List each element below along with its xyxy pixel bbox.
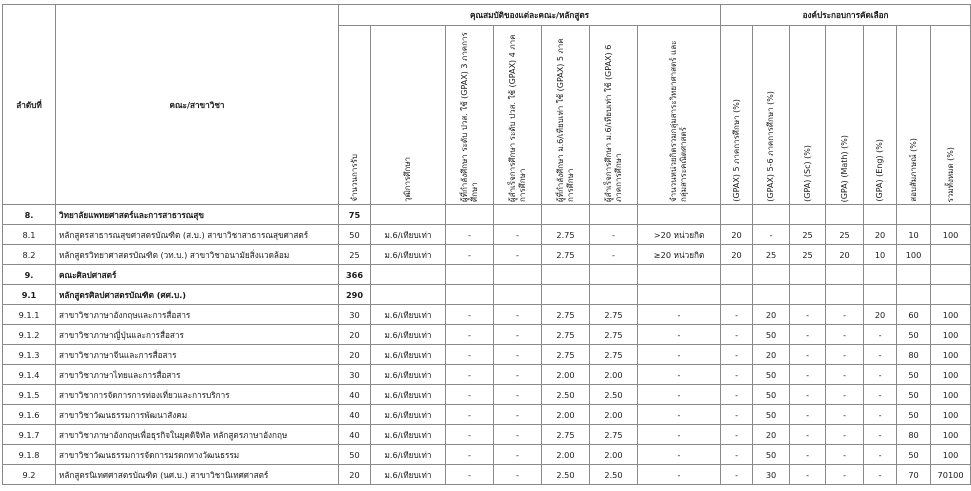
- table-cell: 100: [931, 385, 971, 405]
- table-cell: [542, 285, 590, 305]
- header-total: รวมทั้งหมด (%): [931, 26, 971, 205]
- table-cell: 2.00: [542, 365, 590, 385]
- table-cell: -: [590, 225, 638, 245]
- table-cell: -: [638, 325, 721, 345]
- table-cell: [721, 285, 753, 305]
- header-components-group: องค์ประกอบการคัดเลือก: [721, 5, 971, 26]
- table-cell: ม.6/เทียบเท่า: [371, 445, 446, 465]
- table-row: [3, 445, 971, 465]
- table-cell: [826, 205, 864, 225]
- table-cell: -: [864, 405, 897, 425]
- table-cell: -: [790, 325, 826, 345]
- table-cell: 2.75: [590, 325, 638, 345]
- table-cell: 290: [339, 285, 371, 305]
- table-cell: [542, 205, 590, 225]
- table-cell: -: [790, 345, 826, 365]
- header-row-groups: [3, 5, 971, 26]
- table-cell: [638, 265, 721, 285]
- table-cell: [864, 265, 897, 285]
- table-cell: [371, 205, 446, 225]
- row-faculty-name: หลักสูตรสาธารณสุขศาสตรบัณฑิต (ส.บ.) สาขาวิชาสาธารณสุขศาสตร์: [56, 225, 339, 245]
- table-cell: [721, 205, 753, 225]
- table-cell: [590, 285, 638, 305]
- table-cell: ม.6/เทียบเท่า: [371, 365, 446, 385]
- table-cell: 40: [339, 385, 371, 405]
- table-cell: 2.75: [542, 325, 590, 345]
- table-cell: [753, 205, 790, 225]
- row-seq: 9.1.1: [3, 305, 56, 325]
- table-cell: -: [638, 465, 721, 485]
- table-cell: -: [494, 385, 542, 405]
- row-seq: 9.1.2: [3, 325, 56, 345]
- table-cell: 100: [931, 365, 971, 385]
- header-seq: ลำดับที่: [3, 5, 56, 205]
- table-cell: [931, 265, 971, 285]
- table-cell: -: [826, 425, 864, 445]
- table-row: [3, 285, 971, 305]
- row-seq: 9.1.6: [3, 405, 56, 425]
- row-seq: 8.2: [3, 245, 56, 265]
- row-faculty-name: สาขาวิชาภาษาอังกฤษและการสื่อสาร: [56, 305, 339, 325]
- table-cell: 100: [931, 325, 971, 345]
- table-cell: [897, 265, 931, 285]
- table-cell: ม.6/เทียบเท่า: [371, 405, 446, 425]
- table-cell: -: [446, 245, 494, 265]
- table-cell: [542, 265, 590, 285]
- table-cell: 50: [753, 385, 790, 405]
- table-cell: 50: [753, 365, 790, 385]
- table-cell: -: [494, 245, 542, 265]
- table-cell: -: [790, 385, 826, 405]
- table-cell: 50: [897, 405, 931, 425]
- table-cell: -: [446, 405, 494, 425]
- table-row: [3, 465, 971, 485]
- table-cell: -: [638, 345, 721, 365]
- row-faculty-name: สาขาวิชาภาษาอังกฤษเพื่อธุรกิจในยุคดิจิทัล หลักสูตรภาษาอังกฤษ: [56, 425, 339, 445]
- row-seq: 9.1: [3, 285, 56, 305]
- table-cell: 2.00: [590, 445, 638, 465]
- table-cell: [753, 265, 790, 285]
- table-cell: [638, 205, 721, 225]
- table-cell: 2.50: [590, 385, 638, 405]
- table-cell: [864, 205, 897, 225]
- table-cell: 100: [931, 405, 971, 425]
- table-row: [3, 425, 971, 445]
- table-cell: 50: [897, 325, 931, 345]
- table-cell: -: [826, 365, 864, 385]
- table-cell: ม.6/เทียบเท่า: [371, 225, 446, 245]
- table-cell: 2.50: [542, 465, 590, 485]
- table-cell: 2.75: [542, 245, 590, 265]
- table-cell: 25: [826, 225, 864, 245]
- table-cell: 75: [339, 205, 371, 225]
- row-seq: 8.: [3, 205, 56, 225]
- header-faculty: คณะ/สาขาวิชา: [56, 5, 339, 205]
- header-q3: ผู้ที่กำลังศึกษา ม.6/เทียบเท่า ใช้ (GPAX) 5 ภาคการศึกษา: [542, 26, 590, 205]
- table-cell: 2.00: [590, 405, 638, 425]
- table-cell: 2.75: [590, 305, 638, 325]
- row-seq: 9.: [3, 265, 56, 285]
- table-cell: 2.00: [590, 365, 638, 385]
- table-cell: -: [864, 365, 897, 385]
- table-cell: -: [790, 365, 826, 385]
- table-cell: 80: [897, 425, 931, 445]
- table-cell: [897, 285, 931, 305]
- table-cell: -: [638, 405, 721, 425]
- table-cell: ม.6/เทียบเท่า: [371, 425, 446, 445]
- table-cell: [446, 205, 494, 225]
- table-cell: -: [790, 405, 826, 425]
- table-cell: ≥20 หน่วยกิต: [638, 245, 721, 265]
- table-cell: [931, 205, 971, 225]
- table-cell: [494, 205, 542, 225]
- table-cell: 50: [339, 225, 371, 245]
- table-row: [3, 325, 971, 345]
- table-cell: 2.75: [542, 225, 590, 245]
- table-cell: 20: [721, 245, 753, 265]
- table-cell: 60: [897, 305, 931, 325]
- admission-table: [2, 4, 971, 485]
- table-cell: -: [494, 305, 542, 325]
- table-cell: [826, 265, 864, 285]
- table-cell: 2.75: [542, 345, 590, 365]
- row-seq: 9.2: [3, 465, 56, 485]
- table-cell: 20: [826, 245, 864, 265]
- table-cell: -: [446, 385, 494, 405]
- table-cell: 2.75: [542, 425, 590, 445]
- row-seq: 9.1.3: [3, 345, 56, 365]
- table-cell: -: [826, 445, 864, 465]
- table-cell: 25: [753, 245, 790, 265]
- row-faculty-name: คณะศิลปศาสตร์: [56, 265, 339, 285]
- table-cell: ม.6/เทียบเท่า: [371, 465, 446, 485]
- table-cell: 100: [931, 305, 971, 325]
- table-row: [3, 265, 971, 285]
- table-cell: [494, 265, 542, 285]
- table-cell: ม.6/เทียบเท่า: [371, 345, 446, 365]
- table-cell: [446, 265, 494, 285]
- table-cell: -: [864, 465, 897, 485]
- table-cell: [371, 265, 446, 285]
- table-cell: 10: [864, 245, 897, 265]
- table-cell: 100: [897, 245, 931, 265]
- table-cell: 50: [753, 445, 790, 465]
- table-cell: -: [864, 345, 897, 365]
- table-cell: -: [494, 345, 542, 365]
- row-seq: 9.1.4: [3, 365, 56, 385]
- table-cell: 50: [753, 405, 790, 425]
- table-cell: 50: [897, 445, 931, 465]
- table-cell: [826, 285, 864, 305]
- table-cell: 70100: [931, 465, 971, 485]
- row-faculty-name: สาขาวิชาวัฒนธรรมการจัดการมรดกทางวัฒนธรรม: [56, 445, 339, 465]
- table-row: [3, 245, 971, 265]
- table-cell: -: [638, 385, 721, 405]
- table-cell: 20: [864, 225, 897, 245]
- header-gpa-eng: (GPA) (Eng) (%): [864, 26, 897, 205]
- table-cell: 2.75: [590, 425, 638, 445]
- row-faculty-name: วิทยาลัยแพทยศาสตร์และการสาธารณสุข: [56, 205, 339, 225]
- table-cell: 50: [753, 325, 790, 345]
- table-cell: -: [638, 365, 721, 385]
- header-gpax56: (GPAX) 5-6 ภาคการศึกษา (%): [753, 26, 790, 205]
- row-faculty-name: สาขาวิชาภาษาจีนและการสื่อสาร: [56, 345, 339, 365]
- table-cell: [590, 205, 638, 225]
- header-gpa-math: (GPA) (Math) (%): [826, 26, 864, 205]
- table-cell: 20: [753, 425, 790, 445]
- table-cell: 100: [931, 345, 971, 365]
- table-cell: [721, 265, 753, 285]
- table-cell: ม.6/เทียบเท่า: [371, 245, 446, 265]
- table-cell: -: [826, 325, 864, 345]
- table-cell: -: [790, 445, 826, 465]
- table-cell: -: [790, 305, 826, 325]
- table-cell: 2.50: [542, 385, 590, 405]
- table-cell: 20: [753, 345, 790, 365]
- table-cell: -: [826, 465, 864, 485]
- table-cell: 40: [339, 405, 371, 425]
- table-cell: 100: [931, 425, 971, 445]
- row-faculty-name: หลักสูตรนิเทศศาสตรบัณฑิต (นศ.บ.) สาขาวิชานิเทศศาสตร์: [56, 465, 339, 485]
- table-cell: -: [826, 305, 864, 325]
- table-cell: [790, 285, 826, 305]
- row-faculty-name: หลักสูตรศิลปศาสตรบัณฑิต (ศศ.บ.): [56, 285, 339, 305]
- table-cell: [494, 285, 542, 305]
- table-row: [3, 405, 971, 425]
- row-seq: 9.1.5: [3, 385, 56, 405]
- table-cell: [790, 265, 826, 285]
- table-cell: 30: [753, 465, 790, 485]
- table-cell: -: [721, 405, 753, 425]
- table-cell: -: [721, 305, 753, 325]
- header-gpa-sc: (GPA) (Sc) (%): [790, 26, 826, 205]
- row-faculty-name: หลักสูตรวิทยาศาสตรบัณฑิต (วท.บ.) สาขาวิชาอนามัยสิ่งแวดล้อม: [56, 245, 339, 265]
- admission-table-wrapper: [2, 4, 971, 485]
- header-gpax5: (GPAX) 5 ภาคการศึกษา (%): [721, 26, 753, 205]
- table-row: [3, 305, 971, 325]
- table-cell: -: [721, 445, 753, 465]
- header-credits: จำนวนหน่วยกิตรวมกลุ่มสาระวิทยาศาสตร์ และกลุ่มสาระคณิตศาสตร์: [638, 26, 721, 205]
- table-cell: -: [638, 305, 721, 325]
- table-cell: [590, 265, 638, 285]
- table-cell: 25: [790, 245, 826, 265]
- table-cell: -: [494, 225, 542, 245]
- table-row: [3, 225, 971, 245]
- table-cell: 100: [931, 225, 971, 245]
- table-row: [3, 205, 971, 225]
- table-cell: [790, 205, 826, 225]
- table-cell: [897, 205, 931, 225]
- table-cell: -: [446, 305, 494, 325]
- table-cell: [931, 245, 971, 265]
- header-interview: สอบสัมภาษณ์ (%): [897, 26, 931, 205]
- table-cell: 2.50: [590, 465, 638, 485]
- header-capacity: จำนวนการรับ: [339, 26, 371, 205]
- table-row: [3, 365, 971, 385]
- row-seq: 9.1.7: [3, 425, 56, 445]
- table-cell: -: [826, 345, 864, 365]
- table-body: [3, 205, 971, 485]
- table-cell: -: [494, 365, 542, 385]
- table-cell: 50: [897, 365, 931, 385]
- table-cell: [753, 285, 790, 305]
- table-cell: -: [446, 365, 494, 385]
- table-cell: -: [721, 365, 753, 385]
- table-cell: ม.6/เทียบเท่า: [371, 385, 446, 405]
- table-cell: 70: [897, 465, 931, 485]
- table-cell: -: [721, 425, 753, 445]
- table-cell: -: [446, 225, 494, 245]
- table-cell: >20 หน่วยกิต: [638, 225, 721, 245]
- table-cell: 50: [339, 445, 371, 465]
- table-cell: 30: [339, 365, 371, 385]
- table-cell: 30: [339, 305, 371, 325]
- table-cell: -: [446, 325, 494, 345]
- table-cell: -: [721, 465, 753, 485]
- table-cell: -: [864, 425, 897, 445]
- table-cell: -: [494, 325, 542, 345]
- table-cell: 2.75: [542, 305, 590, 325]
- table-cell: -: [721, 385, 753, 405]
- header-q1: ผู้ที่กำลังศึกษา ระดับ ปวส. ใช้ (GPAX) 3 ภาคการศึกษา: [446, 26, 494, 205]
- table-cell: -: [494, 465, 542, 485]
- table-cell: [371, 285, 446, 305]
- table-cell: 25: [790, 225, 826, 245]
- table-cell: -: [864, 325, 897, 345]
- row-seq: 9.1.8: [3, 445, 56, 465]
- table-row: [3, 345, 971, 365]
- table-cell: [864, 285, 897, 305]
- table-cell: -: [494, 445, 542, 465]
- table-cell: -: [790, 465, 826, 485]
- table-cell: ม.6/เทียบเท่า: [371, 305, 446, 325]
- header-qualifications-group: คุณสมบัติของแต่ละคณะ/หลักสูตร: [339, 5, 721, 26]
- table-cell: -: [721, 325, 753, 345]
- table-cell: 20: [339, 465, 371, 485]
- table-cell: 20: [339, 345, 371, 365]
- table-cell: 40: [339, 425, 371, 445]
- table-cell: 20: [753, 305, 790, 325]
- table-cell: 10: [897, 225, 931, 245]
- row-faculty-name: สาขาวิชาภาษาไทยและการสื่อสาร: [56, 365, 339, 385]
- table-cell: [638, 285, 721, 305]
- table-cell: -: [790, 425, 826, 445]
- table-cell: -: [446, 465, 494, 485]
- table-cell: -: [638, 425, 721, 445]
- row-seq: 8.1: [3, 225, 56, 245]
- table-cell: 2.00: [542, 405, 590, 425]
- table-cell: 366: [339, 265, 371, 285]
- table-cell: -: [826, 385, 864, 405]
- table-cell: -: [494, 425, 542, 445]
- table-cell: [931, 285, 971, 305]
- table-cell: ม.6/เทียบเท่า: [371, 325, 446, 345]
- table-cell: 20: [864, 305, 897, 325]
- table-cell: 80: [897, 345, 931, 365]
- header-q2: ผู้สำเร็จการศึกษา ระดับ ปวส. ใช้ (GPAX) 4 ภาคการศึกษา: [494, 26, 542, 205]
- table-cell: -: [590, 245, 638, 265]
- table-cell: 25: [339, 245, 371, 265]
- table-cell: -: [446, 425, 494, 445]
- table-cell: -: [446, 445, 494, 465]
- row-faculty-name: สาขาวิชาภาษาญี่ปุ่นและการสื่อสาร: [56, 325, 339, 345]
- table-cell: -: [446, 345, 494, 365]
- header-education: วุฒิการศึกษา: [371, 26, 446, 205]
- table-cell: -: [753, 225, 790, 245]
- header-q4: ผู้สำเร็จการศึกษา ม.6/เทียบเท่า ใช้ (GPAX) 6 ภาคการศึกษา: [590, 26, 638, 205]
- table-cell: -: [721, 345, 753, 365]
- table-cell: -: [864, 385, 897, 405]
- table-cell: 2.00: [542, 445, 590, 465]
- table-cell: 50: [897, 385, 931, 405]
- table-cell: 100: [931, 445, 971, 465]
- table-cell: -: [494, 405, 542, 425]
- table-cell: 2.75: [590, 345, 638, 365]
- table-cell: 20: [339, 325, 371, 345]
- table-cell: 20: [721, 225, 753, 245]
- row-faculty-name: สาขาวิชาวัฒนธรรมการพัฒนาสังคม: [56, 405, 339, 425]
- row-faculty-name: สาขาวิชาการจัดการการท่องเที่ยวและการบริการ: [56, 385, 339, 405]
- table-row: [3, 385, 971, 405]
- table-cell: -: [638, 445, 721, 465]
- table-cell: [446, 285, 494, 305]
- table-cell: -: [864, 445, 897, 465]
- table-cell: -: [826, 405, 864, 425]
